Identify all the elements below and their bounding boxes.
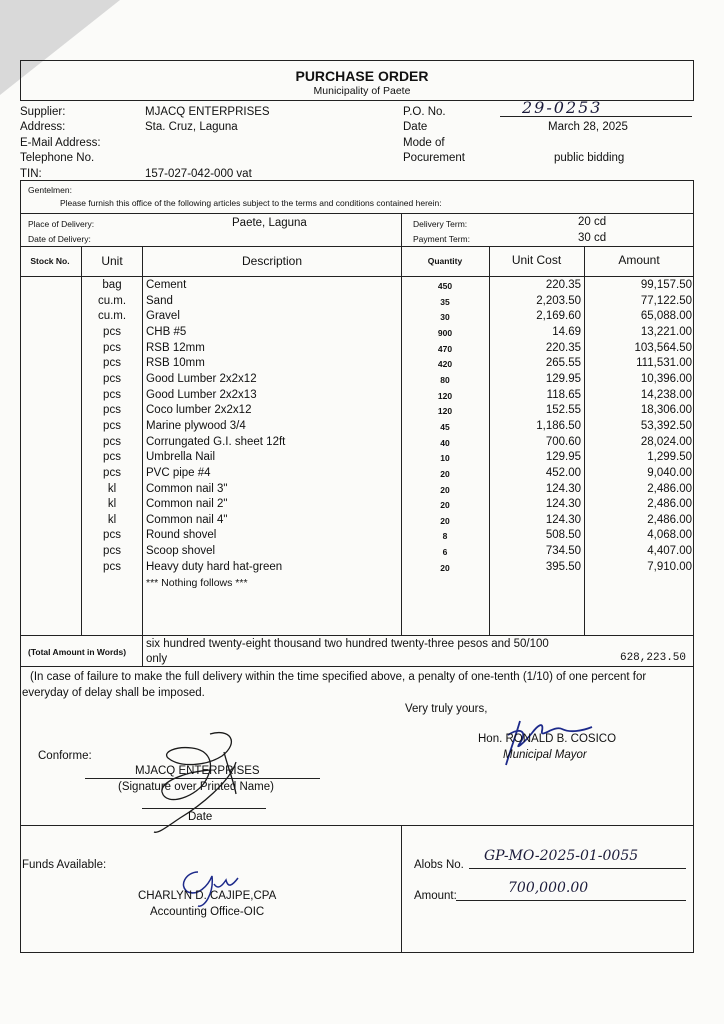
place-delivery-label: Place of Delivery: — [28, 219, 95, 229]
row-unit: pcs — [103, 357, 121, 370]
col-header-quantity: Quantity — [427, 256, 463, 266]
row-amount: 53,392.50 — [640, 419, 692, 432]
row-quantity: 20 — [440, 500, 450, 511]
mode-label-line1: Mode of — [403, 137, 445, 149]
row-unit-cost: 220.35 — [545, 341, 581, 354]
row-unit-cost: 2,203.50 — [536, 294, 581, 307]
row-unit: pcs — [103, 451, 121, 464]
row-amount: 4,407.00 — [647, 545, 692, 557]
row-description: Sand — [146, 294, 173, 307]
row-unit: pcs — [103, 466, 121, 479]
row-description: Umbrella Nail — [146, 451, 216, 464]
row-unit: pcs — [103, 545, 121, 557]
row-description: Gravel — [146, 310, 180, 323]
row-amount: 13,221.00 — [640, 325, 692, 338]
total-words-label: (Total Amount in Words) — [28, 647, 127, 657]
row-amount: 65,088.00 — [640, 310, 692, 323]
funds-divider — [401, 825, 402, 953]
row-description: Corrungated G.I. sheet 12ft — [146, 435, 286, 448]
row-quantity: 470 — [437, 343, 453, 354]
row-amount: 111,531.00 — [636, 357, 692, 370]
row-quantity: 35 — [440, 296, 450, 307]
row-description: Round shovel — [146, 529, 217, 542]
nothing-follows-note: *** Nothing follows *** — [146, 577, 248, 589]
telephone-label: Telephone No. — [20, 152, 95, 164]
row-description: Common nail 3" — [146, 482, 228, 495]
place-delivery-value: Paete, Laguna — [232, 217, 307, 229]
row-unit: pcs — [103, 325, 121, 338]
row-unit: pcs — [103, 388, 121, 401]
row-unit: cu.m. — [97, 310, 127, 323]
row-unit-cost: 124.30 — [545, 513, 581, 526]
row-unit-cost: 220.35 — [545, 279, 581, 291]
delivery-divider — [401, 213, 402, 246]
conforme-label: Conforme: — [38, 750, 92, 762]
date-line — [142, 808, 266, 809]
row-quantity: 40 — [440, 437, 450, 448]
very-truly-yours: Very truly yours, — [405, 703, 488, 715]
row-quantity: 20 — [440, 484, 450, 495]
row-unit-cost: 700.60 — [545, 435, 581, 448]
row-unit-cost: 2,169.60 — [536, 310, 581, 323]
col-header-unit-cost: Unit Cost — [511, 253, 562, 267]
row-amount: 10,396.00 — [640, 372, 692, 385]
row-quantity: 20 — [440, 562, 450, 573]
funds-top-line — [20, 825, 694, 826]
date-value: March 28, 2025 — [548, 121, 628, 133]
gentlemen-label: Gentelmen: — [28, 185, 72, 195]
row-amount: 9,040.00 — [647, 466, 692, 479]
tin-value: 157-027-042-000 vat — [145, 168, 252, 180]
row-quantity: 120 — [437, 390, 453, 401]
funds-amount-value: 700,000.00 — [508, 880, 589, 896]
row-quantity: 30 — [440, 312, 450, 323]
municipality-subtitle: Municipality of Paete — [313, 85, 411, 97]
col-header-amount: Amount — [618, 253, 660, 267]
row-description: RSB 10mm — [146, 357, 205, 370]
payment-term-label: Payment Term: — [413, 234, 471, 244]
signature-caption: (Signature over Printed Name) — [118, 781, 274, 793]
row-description: Common nail 4" — [146, 513, 228, 526]
row-amount: 14,238.00 — [640, 388, 692, 401]
amount-underline — [456, 900, 686, 901]
po-number-underline — [500, 116, 692, 117]
supplier-name: MJACQ ENTERPRISES — [145, 106, 270, 118]
row-unit-cost: 1,186.50 — [536, 419, 581, 432]
row-unit: kl — [107, 482, 117, 495]
col-header-description: Description — [241, 254, 303, 268]
row-unit-cost: 265.55 — [545, 357, 581, 370]
row-amount: 18,306.00 — [640, 404, 692, 417]
gentlemen-divider — [20, 213, 694, 214]
po-number-label: P.O. No. — [403, 106, 446, 118]
row-unit: pcs — [103, 419, 121, 432]
tin-label: TIN: — [20, 168, 42, 180]
row-quantity: 900 — [437, 327, 453, 338]
row-quantity: 20 — [440, 468, 450, 479]
row-unit-cost: 395.50 — [545, 560, 581, 573]
date-label: Date — [403, 121, 428, 133]
total-amount: 628,223.50 — [619, 652, 686, 664]
mayor-name: Hon. RONALD B. COSICO — [478, 733, 617, 745]
table-header-bottom-line — [20, 276, 694, 277]
row-amount: 1,299.50 — [647, 451, 692, 464]
row-description: Coco lumber 2x2x12 — [146, 404, 252, 417]
address-label: Address: — [20, 121, 66, 133]
row-quantity: 6 — [442, 547, 448, 557]
row-amount: 28,024.00 — [640, 435, 692, 448]
row-description: Heavy duty hard hat-green — [146, 560, 283, 573]
total-divider — [142, 635, 143, 666]
row-unit: pcs — [103, 435, 121, 448]
row-description: CHB #5 — [146, 325, 187, 338]
row-quantity: 20 — [440, 515, 450, 526]
mode-label-line2: Pocurement — [403, 152, 466, 164]
row-amount: 103,564.50 — [634, 341, 692, 354]
row-unit: kl — [107, 513, 117, 526]
row-amount: 99,157.50 — [640, 279, 692, 291]
alobs-value: GP-MO-2025-01-0055 — [484, 848, 639, 864]
gentlemen-request: Please furnish this office of the following articles subject to the terms and conditions contained herein: — [60, 198, 442, 208]
row-unit: pcs — [103, 341, 121, 354]
row-unit-cost: 129.95 — [545, 451, 581, 464]
row-amount: 77,122.50 — [640, 294, 692, 307]
alobs-label: Alobs No. — [414, 859, 464, 871]
row-description: Marine plywood 3/4 — [146, 419, 246, 432]
funds-available-label: Funds Available: — [22, 859, 107, 871]
date-caption: Date — [188, 811, 213, 823]
date-delivery-label: Date of Delivery: — [28, 234, 91, 244]
row-unit-cost: 124.30 — [545, 498, 581, 511]
row-description: Good Lumber 2x2x12 — [146, 372, 257, 385]
row-quantity: 8 — [442, 531, 448, 542]
amount-label: Amount: — [414, 890, 457, 902]
col-line-unit — [142, 246, 143, 635]
row-amount: 2,486.00 — [647, 482, 692, 495]
row-amount: 2,486.00 — [647, 513, 692, 526]
accountant-office: Accounting Office-OIC — [150, 906, 265, 918]
row-unit-cost: 152.55 — [545, 404, 581, 417]
row-unit-cost: 118.65 — [546, 388, 581, 401]
table-bottom-line — [20, 635, 694, 636]
row-unit: pcs — [103, 372, 121, 385]
payment-term-value: 30 cd — [578, 232, 607, 244]
row-quantity: 450 — [437, 281, 453, 291]
row-description: Common nail 2" — [146, 498, 228, 511]
signature-line — [85, 778, 320, 779]
row-unit: pcs — [103, 529, 121, 542]
address-value: Sta. Cruz, Laguna — [145, 121, 238, 133]
col-header-unit: Unit — [101, 254, 123, 268]
row-description: Good Lumber 2x2x13 — [146, 388, 257, 401]
total-words-line2: only — [146, 653, 168, 665]
supplier-label: Supplier: — [20, 106, 66, 118]
supplier-printed-name: MJACQ ENTERPRISES — [135, 765, 260, 777]
row-unit-cost: 124.30 — [545, 482, 581, 495]
document-title: PURCHASE ORDER — [295, 68, 429, 84]
row-unit: pcs — [103, 560, 121, 573]
row-unit-cost: 129.95 — [545, 372, 581, 385]
row-description: Cement — [146, 279, 187, 291]
row-amount: 2,486.00 — [647, 498, 692, 511]
alobs-underline — [469, 868, 686, 869]
delivery-bottom-line — [20, 246, 694, 247]
row-description: RSB 12mm — [146, 341, 205, 354]
row-quantity: 45 — [440, 421, 450, 432]
total-bottom-line — [20, 666, 694, 667]
penalty-line2: everyday of delay shall be imposed. — [22, 687, 205, 699]
row-quantity: 120 — [437, 406, 453, 417]
row-unit-cost: 508.50 — [545, 529, 581, 542]
accountant-name: CHARLYN D. CAJIPE,CPA — [138, 890, 277, 902]
row-unit-cost: 734.50 — [545, 545, 581, 557]
delivery-term-label: Delivery Term: — [413, 219, 468, 229]
row-unit: cu.m. — [97, 294, 127, 307]
penalty-line1: (In case of failure to make the full delivery within the time specified above, a penalty of one-tenth (1/10) of one percent for — [30, 671, 647, 683]
row-description: PVC pipe #4 — [146, 466, 211, 479]
po-number-value: 29-0253 — [522, 98, 603, 117]
row-quantity: 10 — [440, 453, 450, 464]
total-words-line1: six hundred twenty-eight thousand two hundred twenty-three pesos and 50/100 — [146, 638, 549, 650]
row-unit-cost: 14.69 — [552, 325, 581, 338]
email-label: E-Mail Address: — [20, 137, 101, 149]
row-amount: 4,068.00 — [647, 529, 692, 542]
accountant-signature — [168, 864, 248, 910]
row-unit-cost: 452.00 — [545, 466, 581, 479]
row-quantity: 420 — [437, 359, 453, 370]
row-unit: pcs — [103, 404, 121, 417]
row-unit: kl — [107, 498, 117, 511]
mayor-title: Municipal Mayor — [503, 749, 587, 761]
row-amount: 7,910.00 — [647, 560, 692, 573]
row-unit: bag — [102, 279, 122, 291]
mode-value: public bidding — [554, 152, 625, 164]
col-header-stock: Stock No. — [30, 256, 70, 266]
row-description: Scoop shovel — [146, 545, 216, 557]
row-quantity: 80 — [440, 374, 450, 385]
delivery-term-value: 20 cd — [578, 216, 607, 228]
